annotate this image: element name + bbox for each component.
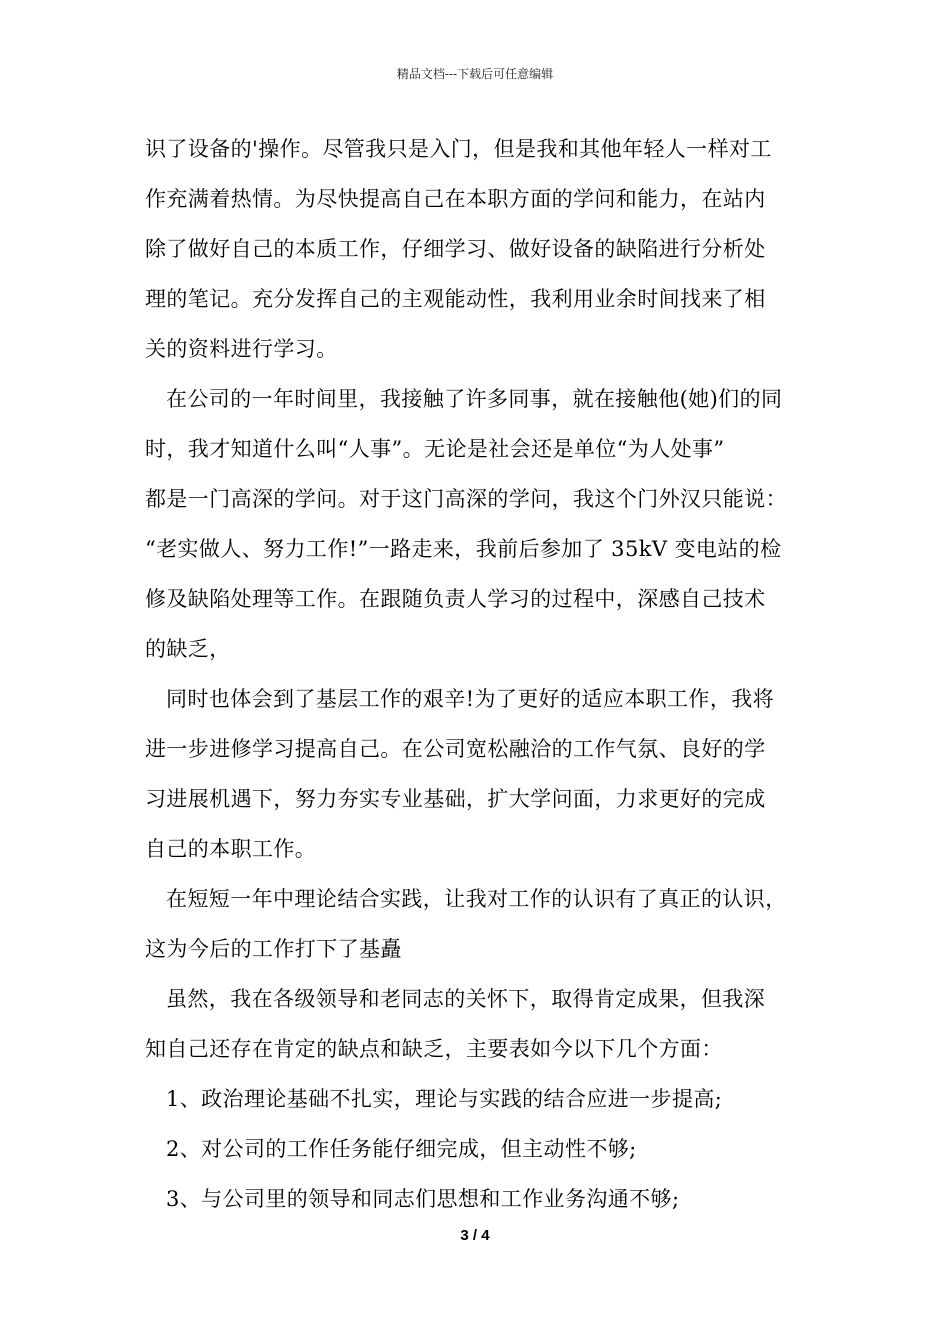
list-item: 2、对公司的工作任务能仔细完成，但主动性不够;	[166, 1137, 637, 1161]
text-line: 识了设备的'操作。尽管我只是入门，但是我和其他年轻人一样对工	[145, 137, 772, 161]
text-line: 虽然，我在各级领导和老同志的关怀下，取得肯定成果，但我深	[166, 987, 766, 1011]
page-header: 精品文档---下载后可任意编辑	[396, 67, 554, 81]
text-line: 修及缺陷处理等工作。在跟随负责人学习的过程中，深感自己技术	[145, 587, 766, 611]
text-line: 作充满着热情。为尽快提高自己在本职方面的学问和能力，在站内	[145, 187, 766, 211]
text-line: 习进展机遇下，努力夯实专业基础，扩大学问面，力求更好的完成	[145, 787, 766, 811]
text-line: 都是一门高深的学问。对于这门高深的学问，我这个门外汉只能说：	[145, 487, 787, 511]
text-line: 进一步进修学习提高自己。在公司宽松融洽的工作气氛、良好的学	[145, 737, 766, 761]
document-body	[145, 124, 835, 1224]
text-line: 时，我才知道什么叫“人事”。无论是社会还是单位“为人处事”	[145, 437, 725, 461]
text-line: 理的笔记。充分发挥自己的主观能动性，我利用业余时间找来了相	[145, 287, 766, 311]
text-line: 在短短一年中理论结合实践，让我对工作的认识有了真正的认识，	[166, 887, 787, 911]
text-line: 的缺乏，	[145, 637, 231, 661]
text-line: “老实做人、努力工作!”一路走来，我前后参加了 35kV 变电站的检	[145, 537, 782, 561]
text-line: 同时也体会到了基层工作的艰辛!为了更好的适应本职工作，我将	[166, 687, 775, 711]
text-line: 在公司的一年时间里，我接触了许多同事，就在接触他(她)们的同	[166, 387, 783, 411]
text-line: 知自己还存在肯定的缺点和缺乏，主要表如今以下几个方面：	[145, 1037, 723, 1061]
text-line: 自己的本职工作。	[145, 837, 317, 861]
page-number: 3 / 4	[460, 1227, 490, 1244]
list-item: 1、政治理论基础不扎实，理论与实践的结合应进一步提高;	[166, 1087, 723, 1111]
text-line: 关的资料进行学习。	[145, 337, 338, 361]
list-item: 3、与公司里的领导和同志们思想和工作业务沟通不够;	[166, 1187, 680, 1211]
text-line: 除了做好自己的本质工作，仔细学习、做好设备的缺陷进行分析处	[145, 237, 766, 261]
text-line: 这为今后的工作打下了基矗	[145, 937, 402, 961]
